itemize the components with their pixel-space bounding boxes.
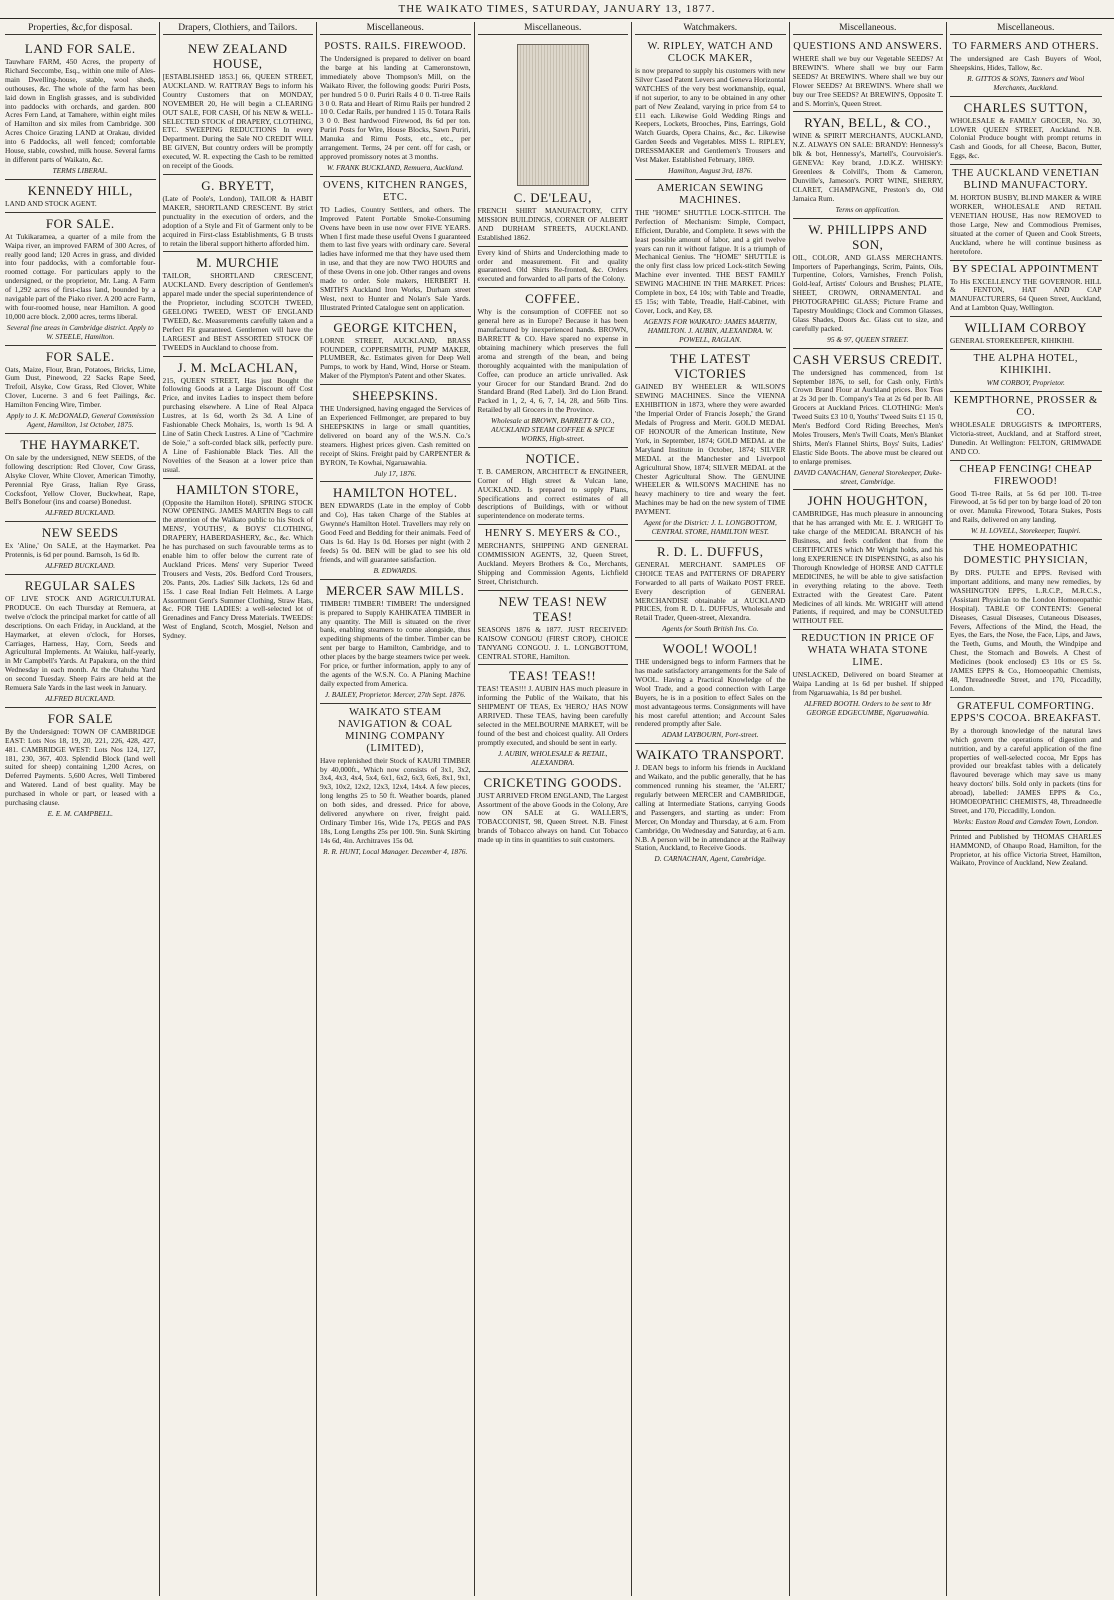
advertisement (950, 165, 1102, 260)
advertisement (320, 38, 471, 177)
ad-body: OIL, COLOR, AND GLASS MERCHANTS. Importers of Paperhangings, Scrim, Paints, Oils, Turpentine, Colors, Varnishes, French Polish, Gold-leaf, Artists' Colours and Brushes; PLATE, SHEET, CROWN, ORNAMENTAL and PHOTOGRAPHIC GLASS; Picture Frame and Tapestry Mouldings; Clock and Common Glasses, Glass Shades, Doors &c. Glass cut to size, and carefully packed. (792, 252, 943, 333)
ad-body: TO Ladies, Country Settlers, and others. The Improved Patent Portable Smoke-Consuming Ovens have been in use now over FIVE YEARS. When I first made these useful Ovens I guaranteed them to last five years with ordinary care. Several ladies have informed me that they have used them in use, and that they are now TWO HOURS and of these Ovens in one job. Other ranges and ovens made to order. Sole makers, HERBERT H. SMITH'S Auckland Iron Works, Durham street West, next to Hunter and Nolan's Sale Yards. Illustrated Printed Catalogue sent on application. (320, 204, 471, 312)
advertisement (478, 247, 629, 289)
column-header: Watchmakers. (635, 22, 786, 35)
ad-body: TAILOR, SHORTLAND CRESCENT, AUCKLAND. Every description of Gentlemen's apparel made under the special superintendence of the Proprietor, including SCOTCH TWEED, GEELONG TWEED, WEST OF ENGLAND TWEED, &c. Measurements carefully taken and a Perfect Fit guaranteed. Gentlemen will have the LARGEST and BEST ASSORTED STOCK OF TWEEDS in Auckland to choose from. (162, 271, 313, 352)
ad-body: To His EXCELLENCY THE GOVERNOR. HILL & FENTON, HAT AND CAP MANUFACTURERS, 64 Queen Street, Auckland, And at Lambton Quay, Wellington. (950, 276, 1102, 313)
ad-heading: AMERICAN SEWING MACHINES. (656, 182, 764, 206)
ad-heading: GRATEFUL COMFORTING. EPPS'S COCOA. BREAKFAST. (950, 700, 1102, 724)
ad-body: CAMBRIDGE, Has much pleasure in announcing that he has arranged with Mr. E. J. WRIGHT To take charge of the MEDICAL BRANCH of his Business, and feels confident that from the CERTIFICATES which Mr Wright holds, and his long EXPERIENCE IN DISPENSING, as also his Thorough Knowledge of HORSE AND CATTLE MEDICINES, he will be able to give satisfaction in everything relating to the above. Teeth Extracted with the Greatest Care. Patent Medicines of all kinds. Mr. WRIGHT will attend Patients, if required, and may be CONSULTED WITHOUT FEE. (792, 509, 943, 626)
ad-heading: TO FARMERS AND OTHERS. (952, 41, 1100, 52)
ad-body: LAND AND STOCK AGENT. (5, 198, 97, 208)
ad-heading: NEW SEEDS (41, 525, 119, 541)
ad-body: LORNE STREET, AUCKLAND, BRASS FOUNDER, COPPERSMITH, PUMP MAKER, PLUMBER, &c. Estimates given for Deep Well Pumps, to work by Hand, Wind, Horse or Steam. Maker of the Plympton's Patent and other Skates. (320, 335, 471, 381)
ad-heading: CRICKETING GOODS. (483, 774, 622, 790)
ad-body: M. HORTON BUSBY, BLIND MAKER & WIRE WORKER, WHOLESALE AND RETAIL VENETIAN HOUSE, Has now REMOVED to those Large, New and Commodious Premises, situated at the corner of Queen and Cook Streets, Auckland, where he will continue business as heretofore. (950, 193, 1102, 256)
ad-heading: QUESTIONS AND ANSWERS. (793, 41, 943, 52)
ad-heading: KEMPTHORNE, PROSSER & CO. (953, 394, 1098, 418)
ad-body: Every kind of Shirts and Underclothing made to order and measurement. Fit and quality guaranteed. Old Shirts Re-fronted, &c. Orders executed and forwarded to all parts of the Colony. (477, 247, 628, 284)
ad-sign: ALFRED BUCKLAND. (45, 561, 116, 571)
ad-body: By a thorough knowledge of the natural laws which govern the operations of digestion and nutrition, and by a careful application of the fine properties of well-selected cocoa, Mr Epps has provided our breakfast tables with a delicately flavoured beverage which may save us many heavy doctors' bills. Sold only in packets (tins for abroad), labelled: JAMES EPPS & Co., HOMOEOPATHIC CHEMISTS, 48, Threadneedle Street, and 170, Piccadilly, London. (950, 725, 1102, 815)
ad-body: WHOLESALE DRUGGISTS & IMPORTERS, Victoria-street, Auckland, and at Stafford street, Dunedin. At Wellington: FELTON, GRIMWADE AND CO. (950, 419, 1102, 456)
ad-body: (Late of Poole's, London), TAILOR & HABIT MAKER, SHORTLAND CRESCENT. By strict punctuality in the execution of orders, and the adoption of a Style and Fit of Garment only to be acquired in First-class Establishments, G B trusts to retain the liberal support hitherto afforded him. (162, 193, 313, 248)
ad-sign: 95 & 97, QUEEN STREET. (827, 334, 909, 344)
ad-heading: THE LATEST VICTORIES (670, 351, 751, 382)
ad-heading: FOR SALE. (45, 348, 115, 364)
ad-heading: NEW TEAS! NEW TEAS! (498, 593, 608, 624)
ad-body: At Tukikaramea, a quarter of a mile from the Waipa river, an improved FARM of 300 Acres, of really good land; 120 Acres in grass, and divided into four paddocks, with a comfortable four-roomed cottage. For particulars apply to the undersigned, or the proprietor, Mr. Lang. A Farm of 1,292 acres of first-class land, bounded by a navigable part of the Piako river. A 200 acre Farm, with four-roomed house, near Hamilton. A good 10,000 acre block. 2,000 acres, terms liberal. (5, 231, 156, 321)
ad-sign: Apply to J. K. McDONALD, General Commission Agent, Hamilton, 1st October, 1875. (6, 411, 155, 429)
advertisement (793, 112, 944, 218)
ad-heading: HENRY S. MEYERS & CO., (484, 528, 621, 540)
advertisement (635, 541, 786, 638)
ad-heading: FOR SALE (47, 710, 113, 726)
ad-body: WHERE shall we buy our Vegetable SEEDS? At BREWIN'S. Where shall we buy our Farm SEEDS? At BREWIN'S. Where shall we buy our Flower SEEDS? At BREWIN'S. Where shall we buy our Tree SEEDS? At BREWIN'S, Opposite T. and S. Morrin's, Queen Street. (792, 54, 943, 108)
ad-sign: E. E. M. CAMPBELL. (47, 809, 113, 818)
ad-body: The undersigned are Cash Buyers of Wool, Sheepskins, Hides, Tallow, &c. (950, 54, 1102, 72)
ad-heading: BY SPECIAL APPOINTMENT (952, 263, 1099, 275)
ad-heading: THE HAYMARKET. (20, 436, 141, 452)
ad-sign: ALFRED BUCKLAND. (45, 508, 116, 518)
ad-sign: B. EDWARDS. (373, 565, 418, 575)
advertisement (950, 38, 1102, 97)
ad-sign: July 17, 1876. (374, 468, 417, 478)
ad-heading: CASH VERSUS CREDIT. (792, 351, 943, 367)
advertisement (950, 392, 1102, 461)
advertisement (793, 490, 944, 630)
ad-heading: R. D. L. DUFFUS, (656, 543, 764, 559)
ad-body: T. B. CAMERON, ARCHITECT & ENGINEER, Corner of High street & Vulcan lane, AUCKLAND. Is prepared to supply Plans, Specifications and correct estimates of all descriptions of Buildings, with or without superintendence on moderate terms. (477, 466, 628, 521)
ad-heading: GEORGE KITCHEN, (333, 319, 458, 335)
advertisement (950, 831, 1102, 872)
advertisement (635, 38, 786, 180)
ad-body: OF LIVE STOCK AND AGRICULTURAL PRODUCE. On each Thursday at Remuera, at twelve o'clock the principal market for cattle of all descriptions. On each Friday, in Auckland, at the Haymarket, at eleven o'clock, for Horses, Carriages, Harness, Hay, Corn, Seeds and Agricultural Implements. At Waiuku, half-yearly, in Mr Campbell's Yards. At Papakura, on the third Wednesday in each month. At the Otahuhu Yard on second Tuesday. Sheep Fairs are held at the Remuera Sale Yards in the last week in January. (5, 593, 156, 693)
advertisement (950, 540, 1102, 698)
ad-sign: DAVID CANACHAN, General Storekeeper, Duke-street, Cambridge. (793, 467, 942, 486)
advertisement (950, 698, 1102, 831)
advertisement (478, 772, 629, 848)
ad-heading: CHARLES SUTTON, (963, 99, 1088, 115)
advertisement (5, 708, 156, 822)
column-7 (947, 22, 1105, 1596)
ad-body: UNSLACKED, Delivered on board Steamer at Waipa Landing at 1s 6d per bushel. If shipped from Ngaruawahia, 1s 8d per bushel. (792, 670, 943, 698)
ad-body: By the Undersigned: TOWN OF CAMBRIDGE EAST: Lots Nos 18, 19, 20, 221, 226, 428, 427, 481. CAMBRIDGE WEST: Lots Nos 124, 127, 181, 230, 367, 403. Splendid Block (land well suited for sheep) containing 1,200 Acres, on Deferred Payments. 5,600 Acres, Well Timbered and Watered. Land of best quality. May be purchased in whole or part, or leased with a purchasing clause. (5, 726, 156, 808)
column-5 (632, 22, 790, 1596)
ad-body: TIMBER! TIMBER! TIMBER! The undersigned is prepared to Supply KAHIKATEA TIMBER in any quantity. The Mill is situated on the river bank, enabling steamers to come alongside, thus expediting shipments of the timber. Timber can be sent per barge to Hamilton, Cambridge, and to other places by the barge steamers twice per week. For price, or further information, apply to any of the agents of the W.S.N. Co. A Planing Machine daily expected from America. (320, 598, 471, 688)
ad-sign: Agent for the District: J. L. LONGBOTTOM, CENTRAL STORE, HAMILTON WEST. (643, 518, 777, 536)
ad-body: TEAS! TEAS!!! J. AUBIN HAS much pleasure in informing the Public of the Waikato, that his SHIPMENT OF TEAS, Ex 'HERO,' HAS NOW ARRIVED. These TEAS, having been carefully selected in the MELBOURNE MARKET, will be found of the best and choicest quality. All Orders promptly executed, and should be sent in early. (477, 684, 628, 747)
ad-sign: Terms on application. (835, 204, 900, 214)
ad-body: GENERAL STOREKEEPER, KIHIKIHI. (950, 336, 1074, 346)
ad-heading: WAIKATO TRANSPORT. (636, 747, 785, 763)
advertisement (320, 482, 471, 579)
advertisement (793, 38, 944, 112)
ad-sign: Agents for South British Ins. Co. (662, 624, 759, 634)
ad-sign: W. FRANK BUCKLAND, Remuera, Auckland. (326, 162, 464, 172)
ad-body: Have replenished their Stock of KAURI TIMBER by 40,000ft., Which now consists of 3x1, 3x2, 3x4, 4x3, 4x4, 5x4, 6x1, 6x2, 6x3, 6x6, 8x1, 9x1, 9x3, 10x2, 12x2, 12x3, 12x4, 14x4. A few pieces, long lengths 25 to 50 ft. Weather boards, planed on both sides, and dressed. Price for above, delivered anywhere on river, freight paid. Ordinary Timber 16s, Wide 17s, PEGS and PAS 18s, Long Lengths 25s per 100. 9in. Sunk Skirting 14s 6d, 4in. Architraves 15s 0d. (320, 755, 471, 845)
ad-body: FRENCH SHIRT MANUFACTORY, CITY MISSION BUILDINGS, CORNER OF ALBERT AND DURHAM STREETS, AUCKLAND. Established 1862. (477, 206, 628, 242)
ad-heading: TEAS! TEAS!! (509, 668, 597, 684)
advertisement (950, 350, 1102, 392)
columns (2, 22, 1112, 1596)
ad-sign: AGENTS FOR WAIKATO: JAMES MARTIN, HAMILTON. J. AUBIN, ALEXANDRA. W. POWELL, RAGLAN. (643, 316, 777, 344)
ad-body: The undersigned has commenced, from 1st September 1876, to sell, for Cash only, Firth's Crown Brand Flour at Auckland prices. Box Teas at 2s 3d per lb. Company's Tea at 2s 6d per lb. All Grocers at Auckland Prices. CLOTHING: Men's Tweed Suits £3 10 0, Youths' Tweed Suits £1 15 0, Men's Bedford Cord Riding Breeches, Men's Moles Trousers, Men's Twill Coats, Men's Blanket Shirts, Men's Flannel Shirts, Boys' Suits, Ladies' Elastic Side Boots. The above must be cleared out to enlarge premises. (792, 367, 943, 466)
advertisement (5, 346, 156, 434)
ad-body: MERCHANTS, SHIPPING AND GENERAL COMMISSION AGENTS, 32, Queen Street, Auckland. Meyers Brothers & Co., Merchants, Shipping and Commission Agents, Lichfield Street, Christchurch. (477, 541, 628, 586)
ad-heading: SHEEPSKINS. (352, 388, 439, 404)
ad-heading: RYAN, BELL, & CO., (804, 115, 932, 131)
ad-heading: MERCER SAW MILLS. (326, 582, 465, 598)
advertisement (163, 252, 314, 356)
ad-heading: REDUCTION IN PRICE OF WHATA WHATA STONE LIME. (801, 633, 935, 669)
advertisement (5, 575, 156, 708)
ad-heading: THE HOMEOPATHIC DOMESTIC PHYSICIAN, (963, 543, 1088, 567)
advertisement (635, 638, 786, 744)
ad-body: 215, QUEEN STREET, Has just Bought the following Goods at a Large Discount off Cost Price, and invites Ladies to inspect them before purchasing elsewhere. A Line of Real Alpaca Lustres, at 1s 6d, worth 2s 3d. A Line of Fashionable Check Mohairs, 1s, worth 1s 9d. A Line of Satin Check Lustres. A Line of "Cachmire de Soie," a soft-corded black silk, perfectly pure. A Line of Fashionable Black Ties. All the Novelties of the Season at a lower price than usual. (162, 375, 313, 474)
advertisement (635, 180, 786, 349)
ad-sign: W. H. LOVELL, Storekeeper, Taupiri. (970, 526, 1081, 536)
ad-heading: HAMILTON HOTEL. (333, 485, 458, 501)
column-3 (317, 22, 475, 1596)
advertisement (478, 525, 629, 591)
advertisement (950, 261, 1102, 318)
advertisement (950, 461, 1102, 541)
ad-heading: OVENS, KITCHEN RANGES, ETC. (322, 179, 468, 203)
ad-body: J. DEAN begs to inform his friends in Auckland and Waikato, and the public generally, that he has commenced running his steamer, the 'ALERT,' regularly between MERCER and CAMBRIDGE, calling at Intermediate Stations, carrying Goods and Passengers, and starting as under: From Mercer, On Monday and Thursday, at 6 a.m. From Cambridge, On Wednesday and Saturday, at 6 a.m. N.B. A person will be in attendance at the Railway Station, Auckland, to Receive Goods. (635, 763, 786, 853)
ad-heading: LAND FOR SALE. (24, 41, 136, 56)
ad-heading: REGULAR SALES (24, 577, 136, 593)
column-6 (790, 22, 948, 1596)
advertisement (635, 744, 786, 867)
column-header: Drapers, Clothiers, and Tailors. (163, 22, 314, 35)
advertisement (163, 357, 314, 479)
ad-body: THE undersigned begs to inform Farmers that he has made satisfactory arrangements for the Sale of WOOL. Having a Practical Knowledge of the Wool Trade, and a good connection with Large Buyers, he is in a position to effect Sales on the most advantageous terms. Consignments will have his most careful attention; and Account Sales rendered promptly after Sale. (635, 657, 786, 729)
ad-body: The Undersigned is prepared to deliver on board the barge at his landing at Cameronstown, immediately above Thompson's Mill, on the Waikato River, the following goods: Puriri Posts, per hundred 5 0 0. Puriri Rails 4 0 0. Ti-tree Rails 3 0 0. Rata and Heart of Rimu Rails per hundred 2 10 0. Cedar Rails, per hundred 1 15 0. Totara Rails 3 0 0. Best hardwood Firewood, 8s 6d per ton. Puriri Posts for Wire, House Blocks, Sawn Puriri, Manuka and Rimu Posts, etc., etc., per arrangement. Terms, 24 per cent. off for cash, or approved promissory notes at 3 months. (320, 54, 471, 161)
advertisement (478, 665, 629, 771)
ad-sign: Wholesale at BROWN, BARRETT & CO., AUCKLAND STEAM COFFEE & SPICE WORKS, High-street. (491, 416, 615, 443)
advertisement (5, 180, 156, 213)
ad-body: BEN EDWARDS (Late in the employ of Cobb and Co), Has taken Charge of the Stables at Gwynne's Hamilton Hotel. Travellers may rely on Good Feed and Bedding for their animals. Feed of Oats 1s 6d. Hay 1s 0d. Horses per night (with 2 feeds) 5s 0d. BEN will be glad to see his old friends, and will guarantee satisfaction. (320, 501, 471, 564)
ad-sign: R. GITTOS & SONS, Tanners and Wool Merchants, Auckland. (967, 73, 1085, 92)
advertisement (793, 219, 944, 349)
shirt-illustration (517, 44, 589, 186)
ad-heading: G. BRYETT, (201, 177, 275, 193)
advertisement (163, 38, 314, 175)
column-4 (475, 22, 633, 1596)
advertisement (478, 448, 629, 525)
ad-heading: WAIKATO STEAM NAVIGATION & COAL MINING COMPANY (LIMITED), (338, 706, 453, 754)
ad-heading: W. PHILLIPPS AND SON, (808, 221, 928, 252)
ad-heading: HAMILTON STORE, (176, 481, 300, 497)
ad-sign: Works: Euston Road and Camden Town, London. (952, 816, 1099, 826)
advertisement (5, 434, 156, 522)
column-header: Properties, &c,for disposal. (5, 22, 156, 35)
column-header: Miscellaneous. (793, 22, 944, 35)
advertisement (320, 704, 471, 860)
ad-heading: THE ALPHA HOTEL, KIHIKIHI. (973, 353, 1079, 377)
advertisement (793, 630, 944, 721)
ad-heading: KENNEDY HILL, (27, 182, 133, 198)
advertisement (5, 213, 156, 346)
advertisement (478, 591, 629, 666)
ad-heading: WOOL! WOOL! (662, 641, 758, 657)
ad-heading: CHEAP FENCING! CHEAP FIREWOOD! (959, 463, 1093, 487)
advertisement (320, 177, 471, 317)
ad-body: By DRS. PULTE and EPPS. Revised with important additions, and many new remedies, by WASHINGTON EPPS, L.R.C.P., M.R.C.S., (Assistant Physician to the London Homoeopathic Hospital). TABLE OF CONTENTS: General Diseases, Casual Diseases, Cutaneous Diseases, Fevers, Affections of the Mind, the Head, the Eyes, the Ears, the Nose, the Face, Lips, and Jaws, the Teeth, Gums, and Mouth, the Windpipe and Chest, the Stomach and Bowels. A Chest of Medicines (book enclosed) £3 10s or £5 5s. JAMES EPPS & Co., Homoeopathic Chemists, 48, Threadneedle Street, and 170, Piccadilly, London. (950, 568, 1102, 693)
ad-heading: WILLIAM CORBOY (964, 320, 1087, 336)
ad-sign: J. AUBIN, WHOLESALE & RETAIL, ALEXANDRA. (497, 748, 608, 767)
ad-heading: W. RIPLEY, WATCH AND CLOCK MAKER, (647, 41, 774, 64)
column-header: Miscellaneous. (478, 22, 629, 35)
ad-sign: ALFRED BOOTH. Orders to be sent to Mr GEORGE EDGECUMBE, Ngaruawahia. (804, 698, 932, 717)
advertisement (793, 349, 944, 491)
advertisement (478, 38, 629, 247)
ad-body: Good Ti-tree Rails, at 5s 6d per 100. Ti-tree Firewood, at 5s 6d per ton by barge load of 20 ton or over. Manuka Firewood, Totara Stakes, Posts and Rails, delivered on any landing. (950, 488, 1102, 525)
ad-sign: Hamilton, August 3rd, 1876. (668, 165, 753, 175)
advertisement (320, 580, 471, 704)
advertisement (950, 97, 1102, 166)
ad-body: WHOLESALE & FAMILY GROCER, No. 30, LOWER QUEEN STREET, Auckland. N.B. Colonial Produce bought with prompt returns in Cash and Goods, for all Cheese, Bacon, Butter, Eggs, &c. (950, 115, 1102, 161)
column-header: Miscellaneous. (950, 22, 1102, 35)
ad-heading: POSTS. RAILS. FIREWOOD. (324, 41, 467, 52)
ad-body: THE "HOME" SHUTTLE LOCK-STITCH. The Perfection of Mechanism: Simple, Compact, Efficient, Durable, and Complete. It sews with the least possible amount of labor, and a girl twelve years can run it without fatigue. It is a triumph of Mechanical Genius. The "HOME" SHUTTLE is the only first class low priced Lock-stitch Sewing Machine ever invented. THE BEST FAMILY SEWING MACHINE IN THE MARKET. Prices: Complete in box, £4 10s; with Table and Treadle, £5 15s; with Table, Treadle, Half-Cabinet, with Cover, Lock, and Key, £8. (635, 207, 786, 315)
ad-sign: WM CORBOY, Proprietor. (986, 378, 1065, 388)
masthead-title: THE WAIKATO TIMES, SATURDAY, JANUARY 13, 1877. (398, 3, 716, 15)
ad-sign: ADAM LAYBOURN, Port-street. (661, 730, 759, 740)
ad-body: GENERAL MERCHANT. SAMPLES OF CHOICE TEAS and PATTERNS OF DRAPERY Forwarded to all parts of Waikato POST FREE. Every description of GENERAL MERCHANDISE obtainable at AUCKLAND PRICES, from R. D. L. DUFFUS, Wholesale and Retail Trader, Queen-street, Alexandra. (635, 559, 786, 623)
advertisement (950, 317, 1102, 350)
ad-heading: FOR SALE. (45, 215, 115, 231)
column-header: Miscellaneous. (320, 22, 471, 35)
ad-body: Tauwhare FARM, 450 Acres, the property of Richard Seccombe, Esq., within one mile of Ales-main Dwelling-house, stable, wool sheds, outhouses, &c. The whole of the farm has been laid down in English grasses, and is subdivided into paddocks with orchards, and garden. 800 Acres Fern Land, at Tamahere, within eight miles of Hamilton and six miles from Cambridge. 300 Acres Choice Grazing LAND at Orakau, divided into 6 Paddocks, all well fenced; comfortable House, stable, cowshed, milk house. Several farms in different parts of Waikato, &c. (5, 57, 156, 164)
ad-body: (Opposite the Hamilton Hotel). SPRING STOCK NOW OPENING. JAMES MARTIN Begs to call the attention of the Waikato public to his Stock of MENS', YOUTHS', & BOYS' CLOTHING, DRAPERY, HABERDASHERY, &c., &c. Which he has purchased on such favourable terms as to enable him to offer below the current rate of Auckland Prices. Mens' very Superior Tweed Trousers and Vests, 20s. Bedford Cord Trousers, 20s. Pants, 20s. Ladies' Silk Jackets, 12s 6d and 15s. 1 case Real Indian Felt Helmets. A Large Assortment Gent's Summer Clothing, Straw Hats, &c. FOR THE LADIES: a well-selected lot of Grenadines and Fancy Dress Materials. TWEEDS: West of England, Scotch, Mosgiel, Nelson and Sydney. (162, 497, 313, 641)
advertisement (163, 175, 314, 252)
ad-heading: C. DE'LEAU, (513, 190, 592, 205)
ad-sign: D. CARNACHAN, Agent, Cambridge. (654, 854, 767, 864)
advertisement (5, 38, 156, 180)
ad-body: [ESTABLISHED 1853.] 66, QUEEN STREET, AUCKLAND. W. RATTRAY Begs to inform his Country Customers that on MONDAY, NOVEMBER 20, He will begin a CLEARING OUT SALE, FOR CASH, Of his NEW & WELL-SELECTED STOCK of DRAPERY, CLOTHING, ETC. SWEEPING REDUCTIONS In every Department. During the Sale NO CREDIT WILL BE GIVEN, But country orders will be promptly executed, W. R. expecting the Cash to be remitted on receipt of the Goods. (162, 72, 313, 171)
ad-sign: ALFRED BUCKLAND. (45, 693, 116, 703)
advertisement (320, 317, 471, 386)
ad-sign: R. R. HUNT, Local Manager. December 4, 1876. (323, 846, 468, 856)
ad-sign: Several fine areas in Cambridge district. Apply to W. STEELE, Hamilton. (6, 322, 154, 341)
ad-heading: M. MURCHIE (196, 255, 280, 271)
masthead (0, 0, 1114, 19)
ad-body: is now prepared to supply his customers with new Silver Cased Patent Levers and Geneva Horizontal WATCHES of the very best workmanship, equal, if not superior, to any to be obtained in any other part of New Zealand, varying in price from £4 to £11 each. Likewise Gold Wedding Rings and Keepers, Lockets, Brooches, Pins, Earrings, Gold Watch Guards, Opera Chains, &c., &c. Likewise Garden Seeds and Vegetables. MISS L. RIPLEY, DRESSMAKER and Gentlemen's Trousers and Vest Maker. Established February, 1869. (635, 66, 786, 165)
ad-body: WINE & SPIRIT MERCHANTS, AUCKLAND, N.Z. ALWAYS ON SALE: BRANDY: Hennessy's blk & bot, Hennessy's, Martell's, Courvoisier's. GENEVA: Key brand, J.D.K.Z. WHISKY: Greenlees & Colvill's, Thom & Cameron, Dunville's, Jameson's. PORT WINE, SHERRY, CLARET, CHAMPAGNE, Preston's do, Old Jamaica Rum. (792, 131, 943, 203)
advertisement (635, 348, 786, 540)
ad-body: Oats, Maize, Flour, Bran, Potatoes, Bricks, Lime, Gum Dust, Pinewood, 22 Sacks Rape Seed, Trefoil, Alsyke, Cow Grass, Red Clover, White Clover, Lucerne. 3 and 6 feet Pailings, &c. Hamilton Fencing Wire, Timber. (5, 364, 156, 410)
ad-sign: J. BAILEY, Proprietor. Mercer, 27th Sept. 1876. (324, 689, 466, 699)
ad-body: JUST ARRIVED FROM ENGLAND, The Largest Assortment of the above Goods in the Colony, Are now ON SALE at G. WALLER'S, TOBACCONIST, 98, Queen Street. N.B. Finest brands of Tobacco always on hand. Cut Tobacco made up in tins in quantities to suit customers. (477, 790, 628, 845)
column-2 (160, 22, 318, 1596)
ad-heading: NOTICE. (525, 450, 580, 466)
ad-heading: JOHN HOUGHTON, (807, 493, 928, 509)
ad-body: On sale by the undersigned, NEW SEEDS, of the following description: Red Clover, Cow Grass, Alsyke Clover, White Clover, American Timothy, Perennial Rye Grass, Italian Rye Grass, Cocksfoot, Yellow Clover, Buckwheat, Rape, Bell's Bonefour (ins and coarse) Bonedust. (5, 452, 156, 507)
ad-heading: THE AUCKLAND VENETIAN BLIND MANUFACTORY. (952, 168, 1100, 192)
ad-body: Why is the consumption of COFFEE not so general here as in Europe? Because it has been manufactured by inexperienced hands. BROWN, BARRETT & CO. Have spared no expense in obtaining machinery which preserves the full aroma and strength of the bean, and being thoroughly acquainted with the manipulation of Coffee, can produce an article unrivalled. Ask your Grocer for our Standard Brand. 2nd do Standard Brand (Red Label). 3rd do Lion Brand. Packed in 1, 2, 4, 6, 7, 14, 28, and 56lb Tins. Retailed by all Grocers in the Province. (477, 307, 628, 415)
ad-heading: J. M. McLACHLAN, (177, 359, 298, 375)
ad-body: Ex 'Aline,' On SALE, at the Haymarket. Pea Protennis, is 6d per pound. Barnsoh, 1s 6d lb. (5, 541, 156, 560)
ad-body: Printed and Published by THOMAS CHARLES HAMMOND, of Ohaupo Road, Hamilton, for the Proprietor, at his office Victoria Street, Hamilton, Waikato, Province of Auckland, New Zealand. (950, 831, 1102, 868)
advertisement (478, 288, 629, 448)
advertisement (320, 385, 471, 482)
ad-sign: TERMS LIBERAL. (52, 165, 108, 175)
advertisement (5, 522, 156, 575)
ad-heading: COFFEE. (525, 291, 581, 307)
ad-body: SEASONS 1876 & 1877. JUST RECEIVED: KAISOW CONGOU (FIRST CROP), CHOICE TANYANG CONGOU. J. L. LONGBOTTOM, CENTRAL STORE, Hamilton. (477, 624, 628, 661)
ad-body: THE Undersigned, having engaged the Services of an Experienced Fellmonger, are prepared to buy SHEEPSKINS in large or small quantities, delivered on board any of the W.S.N. Co.'s steamers. Highest prices given. Cash remitted on receipt of Skins. Freight paid by CARPENTER & BYRON, Te Kowhai, Ngaruawahia. (320, 404, 471, 467)
ad-body: GAINED BY WHEELER & WILSON'S SEWING MACHINES. Since the VIENNA EXHIBITION in 1873, where they were awarded 'the Imperial Order of Francis Joseph,' the Grand Medals of Progress and Merit. GOLD MEDAL OF HONOUR of the American Institute, New York, in September, 1874; GOLD MEDAL at the Maryland Institute in October, 1874; SILVER MEDAL at the Manchester and Liverpool Agricultural Show, 1874; SILVER MEDAL at the Chester Agricultural Show. The GENUINE WHEELER & WILSON'S MACHINE has no heavy machinery to tire and weary the feet. Machines may be had on the new system of TIME PAYMENT. (635, 382, 786, 517)
advertisement (163, 479, 314, 645)
column-1 (2, 22, 160, 1596)
ad-heading: NEW ZEALAND HOUSE, (188, 41, 288, 71)
